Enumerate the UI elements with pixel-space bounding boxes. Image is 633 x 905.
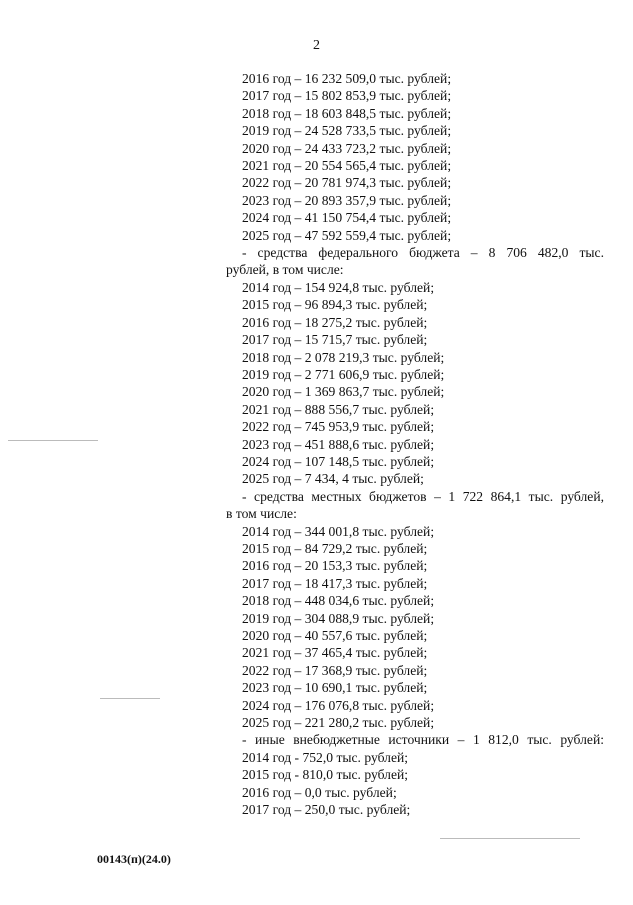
year-funding-line: 2017 год – 15 715,7 тыс. рублей; [242,332,428,348]
year-funding-line: 2016 год – 0,0 тыс. рублей; [242,784,397,800]
year-funding-line: 2025 год – 7 434, 4 тыс. рублей; [242,471,424,487]
year-funding-line: 2016 год – 20 153,3 тыс. рублей; [242,558,428,574]
year-funding-line: 2025 год – 47 592 559,4 тыс. рублей; [242,227,452,243]
section-intro: - иные внебюджетные источники – 1 812,0 тыс. рублей: [242,732,604,748]
year-funding-line: 2024 год – 41 150 754,4 тыс. рублей; [242,210,452,226]
year-funding-line: 2018 год – 18 603 848,5 тыс. рублей; [242,105,452,121]
year-funding-line: 2016 год – 18 275,2 тыс. рублей; [242,314,428,330]
year-funding-line: 2022 год – 17 368,9 тыс. рублей; [242,662,428,678]
year-funding-line: 2022 год – 20 781 974,3 тыс. рублей; [242,175,452,191]
scan-speck [100,698,160,699]
scan-speck [8,440,98,441]
year-funding-line: 2021 год – 888 556,7 тыс. рублей; [242,401,435,417]
year-funding-line: 2015 год - 810,0 тыс. рублей; [242,767,409,783]
year-funding-line: 2017 год – 250,0 тыс. рублей; [242,802,411,818]
year-funding-line: 2014 год – 344 001,8 тыс. рублей; [242,523,435,539]
year-funding-line: 2017 год – 18 417,3 тыс. рублей; [242,575,428,591]
year-funding-line: 2025 год – 221 280,2 тыс. рублей; [242,715,435,731]
section-intro: - средства федерального бюджета – 8 706 482,0 тыс. [242,245,604,261]
year-funding-line: 2019 год – 24 528 733,5 тыс. рублей; [242,123,452,139]
year-funding-line: 2020 год – 24 433 723,2 тыс. рублей; [242,140,452,156]
page-number: 2 [313,38,320,53]
scan-speck [440,838,580,839]
year-funding-line: 2023 год – 10 690,1 тыс. рублей; [242,680,428,696]
funding-text [226,70,604,818]
year-funding-line: 2019 год – 304 088,9 тыс. рублей; [242,610,435,626]
year-funding-line: 2020 год – 40 557,6 тыс. рублей; [242,628,428,643]
year-funding-line: 2016 год – 16 232 509,0 тыс. рублей; [242,71,452,86]
year-funding-line: 2020 год – 1 369 863,7 тыс. рублей; [242,384,445,400]
section-intro-continuation: рублей, в том числе: [226,262,344,278]
year-funding-line: 2024 год – 176 076,8 тыс. рублей; [242,697,435,713]
year-funding-line: 2023 год – 451 888,6 тыс. рублей; [242,436,435,452]
year-funding-line: 2015 год – 96 894,3 тыс. рублей; [242,297,428,313]
year-funding-line: 2014 год – 154 924,8 тыс. рублей; [242,279,435,295]
year-funding-line: 2018 год – 448 034,6 тыс. рублей; [242,593,435,609]
year-funding-line: 2023 год – 20 893 357,9 тыс. рублей; [242,192,452,208]
year-funding-line: 2021 год – 20 554 565,4 тыс. рублей; [242,158,452,174]
document-code: 00143(п)(24.0) [97,852,171,866]
year-funding-line: 2022 год – 745 953,9 тыс. рублей; [242,419,435,435]
year-funding-line: 2017 год – 15 802 853,9 тыс. рублей; [242,88,452,104]
year-funding-line: 2015 год – 84 729,2 тыс. рублей; [242,540,428,556]
year-funding-line: 2021 год – 37 465,4 тыс. рублей; [242,645,428,661]
section-intro-continuation: в том числе: [226,506,297,522]
year-funding-line: 2024 год – 107 148,5 тыс. рублей; [242,453,435,469]
year-funding-line: 2014 год - 752,0 тыс. рублей; [242,749,409,765]
section-intro: - средства местных бюджетов – 1 722 864,1 тыс. рублей, [242,488,604,504]
year-funding-line: 2019 год – 2 771 606,9 тыс. рублей; [242,366,445,382]
year-funding-line: 2018 год – 2 078 219,3 тыс. рублей; [242,349,445,365]
